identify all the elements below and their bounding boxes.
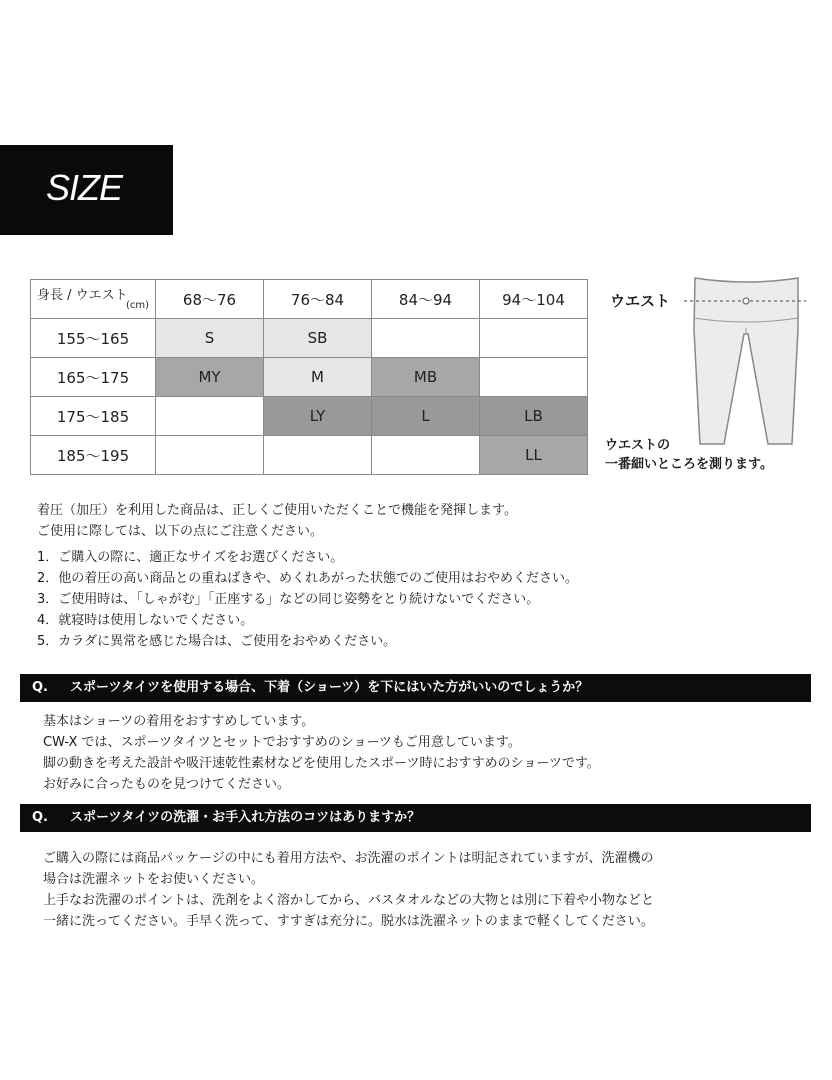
size-banner [0,145,173,235]
faq-question: スポーツタイツを使用する場合、下着（ショーツ）を下にはいた方がいいのでしょうか？ [70,680,589,695]
corner-label: 身長 / ウエスト [37,288,128,303]
size-cell: S [156,319,264,358]
size-cell: LL [480,436,588,475]
size-cell [156,397,264,436]
size-cell [264,436,372,475]
size-cell [372,436,480,475]
waist-label: ウエスト [610,292,671,310]
notice-intro: 着圧（加圧）を利用した商品は、正しくご使用いただくことで機能を発揮します。 [37,503,517,518]
waist-header: 94〜104 [480,280,588,319]
size-cell [156,436,264,475]
notice-intro: ご使用に際しては、以下の点にご注意ください。 [37,524,324,539]
table-header-row [31,280,588,319]
size-title: SIZE [46,167,123,208]
height-cell: 175〜185 [31,397,156,436]
answer-line: 上手なお洗濯のポイントは、洗剤をよく溶かしてから、バスタオルなどの大物とは別に下着や小物などと [43,893,655,908]
height-cell: 155〜165 [31,319,156,358]
waist-measure-line: 一番細いところを測ります。 [605,457,773,472]
size-cell: SB [264,319,372,358]
answer-line: 基本はショーツの着用をおすすめしています。 [43,714,315,729]
q-mark: Q. [32,810,48,825]
faq-answer [43,848,654,932]
answer-line: CW-X では、スポーツタイツとセットでおすすめのショーツもご用意しています。 [43,735,521,750]
size-cell: MB [372,358,480,397]
height-cell: 165〜175 [31,358,156,397]
answer-line: ご購入の際には商品パッケージの中にも着用方法や、お洗濯のポイントは明記されていますが、洗濯機の [43,851,654,866]
size-cell: LY [264,397,372,436]
answer-line: お好みに合ったものを見つけてください。 [43,777,291,792]
table-row [31,436,588,475]
waist-header: 68〜76 [156,280,264,319]
table-row [31,358,588,397]
table-row [31,319,588,358]
faq-question-bar [20,804,811,832]
answer-line: 場合は洗濯ネットをお使いください。 [43,872,265,887]
waist-measure-note [605,436,773,474]
answer-line: 一緒に洗ってください。手早く洗って、すすぎは充分に。脱水は洗濯ネットのままで軽くしてください。 [43,914,654,929]
notice-list [37,547,578,652]
waist-header: 76〜84 [264,280,372,319]
table-row [31,397,588,436]
size-cell: LB [480,397,588,436]
list-item: 3．ご使用時は、「しゃがむ」「正座する」などの同じ姿勢をとり続けないでください。 [37,592,540,607]
faq-answer [43,711,600,795]
size-cell [372,319,480,358]
usage-notice [37,500,517,542]
list-item: 5．カラダに異常を感じた場合は、ご使用をおやめください。 [37,634,397,649]
faq-question: スポーツタイツの洗濯・お手入れ方法のコツはありますか？ [70,810,421,825]
size-cell [480,319,588,358]
list-item: 1．ご購入の際に、適正なサイズをお選びください。 [37,550,344,565]
size-cell: L [372,397,480,436]
size-chart-table [30,279,588,475]
list-item: 2．他の着圧の高い商品との重ねばきや、めくれあがった状態でのご使用はおやめください。 [37,571,579,586]
size-cell [480,358,588,397]
corner-unit: (cm) [125,300,149,311]
size-cell: MY [156,358,264,397]
q-mark: Q. [32,680,48,695]
waist-header: 84〜94 [372,280,480,319]
size-cell: M [264,358,372,397]
height-cell: 185〜195 [31,436,156,475]
table-corner-cell [31,280,156,319]
answer-line: 脚の動きを考えた設計や吸汗速乾性素材などを使用したスポーツ時におすすめのショーツです。 [43,756,600,771]
list-item: 4．就寝時は使用しないでください。 [37,613,254,628]
waist-measure-line: ウエストの [605,438,671,453]
faq-question-bar [20,674,811,702]
